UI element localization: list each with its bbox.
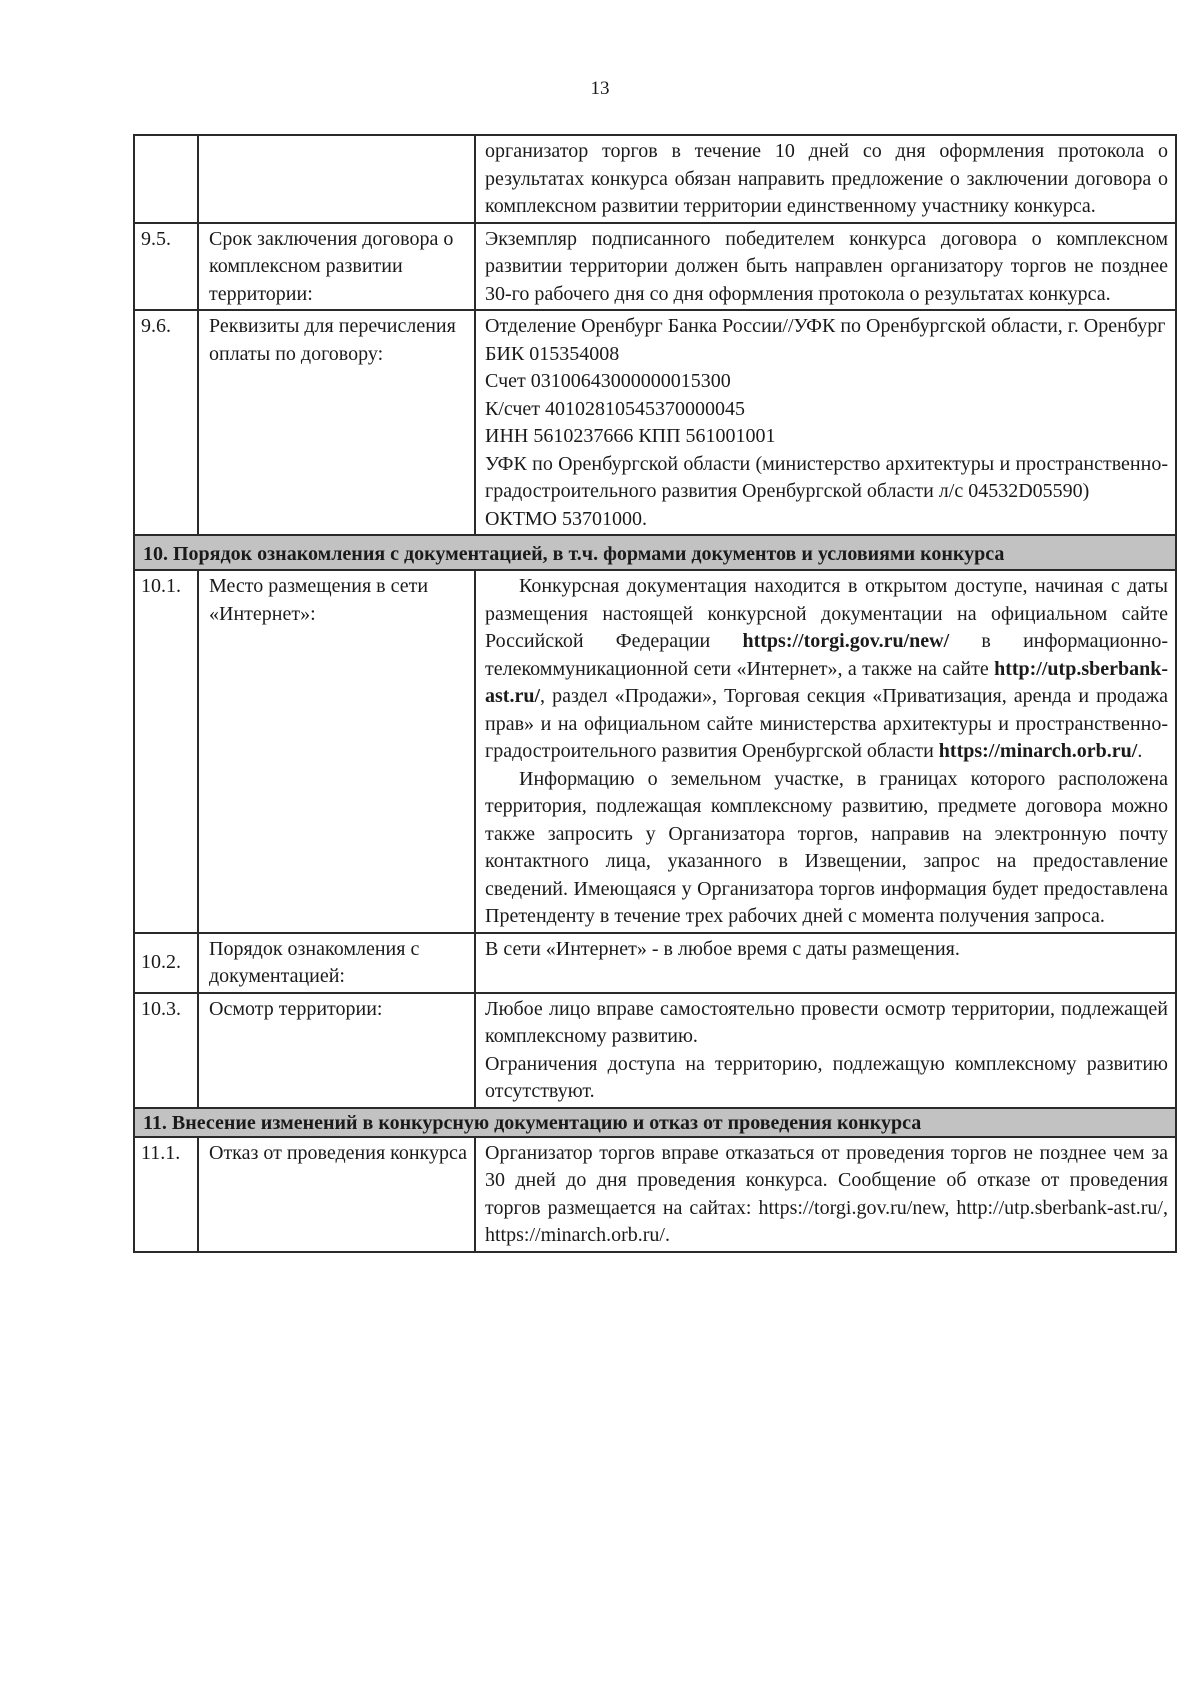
table-row-9-4-continued xyxy=(134,135,1176,223)
paragraph: Информацию о земельном участке, в границах которого расположена территория, подлежащая комплексному развитию, предмете договора можно также запросить у Организатора торгов, направив на электронную почту контактного лица, указанного в Извещении, запрос на предоставление сведений. Имеющаяся у Организатора торгов информация будет предоставлена Претенденту в течение трех рабочих дней с момента получения запроса. xyxy=(485,767,1168,927)
row-label-cell xyxy=(198,135,475,223)
paragraph-end: . xyxy=(1137,740,1143,762)
page-number: 13 xyxy=(590,78,610,99)
row-text xyxy=(475,993,1176,1108)
row-number-cell xyxy=(134,135,198,223)
recipient: УФК по Оренбургской области (министерство архитектуры и пространственно-градостроительного развития Оренбургской области л/с 04532D05590) xyxy=(485,452,1168,502)
row-text: В сети «Интернет» - в любое время с даты размещения. xyxy=(475,933,1176,993)
document-table xyxy=(133,134,1177,1253)
table-row-11-1 xyxy=(134,1137,1176,1252)
minarch-link[interactable]: https://minarch.orb.ru/ xyxy=(938,740,1138,762)
row-number: 10.3. xyxy=(134,993,198,1108)
torgi-link[interactable]: https://torgi.gov.ru/new/ xyxy=(742,630,950,652)
section-10-header xyxy=(134,535,1176,570)
sberbank-link[interactable]: http://utp.sberbank-ast.ru/ xyxy=(485,657,1169,707)
inn-kpp: ИНН 5610237666 КПП 561001001 xyxy=(485,425,776,447)
row-text-cell: организатор торгов в течение 10 дней со дня оформления протокола о результатах конкурса обязан направить предложение о заключении договора о комплексном развитии территории единственному участнику конкурса. xyxy=(475,135,1176,223)
section-title: 10. Порядок ознакомления с документацией, в т.ч. формами документов и условиями конкурса xyxy=(134,535,1176,570)
row-label: Реквизиты для перечисления оплаты по договору: xyxy=(198,310,475,535)
row-number: 10.1. xyxy=(134,570,198,933)
paragraph-text: Конкурсная документация находится в открытом доступе, начиная с даты размещения настоящей конкурсной документации на официальном сайте Российской Федерации xyxy=(485,575,1168,652)
row-label: Срок заключения договора о комплексном развитии территории: xyxy=(198,223,475,311)
paragraph: Любое лицо вправе самостоятельно провести осмотр территории, подлежащей комплексному развитию. xyxy=(485,997,1168,1047)
row-text: Организатор торгов вправе отказаться от проведения торгов не позднее чем за 30 дней до дня проведения конкурса. Сообщение об отказе от проведения торгов размещается на сайтах: https://torgi.gov.ru/new, http://utp.sberbank-ast.ru/, https://minarch.orb.ru/. xyxy=(475,1137,1176,1252)
section-title: 11. Внесение изменений в конкурсную документацию и отказ от проведения конкурса xyxy=(134,1108,1176,1137)
row-number: 9.5. xyxy=(134,223,198,311)
bik: БИК 015354008 xyxy=(485,342,620,365)
account: Счет 03100643000000015300 xyxy=(485,370,731,392)
paragraph-text: , раздел «Продажи», Торговая секция «Приватизация, аренда и продажа прав» и на официальном сайте министерства архитектуры и пространственно-градостроительного развития Оренбургской области xyxy=(485,685,1168,762)
row-label: Порядок ознакомления с документацией: xyxy=(198,933,475,993)
table-row-9-5 xyxy=(134,223,1176,311)
row-number: 10.2. xyxy=(134,933,198,993)
row-text xyxy=(475,570,1176,933)
row-text: Экземпляр подписанного победителем конкурса договора о комплексном развитии территории должен быть направлен организатору торгов не позднее 30-го рабочего дня со дня оформления протокола о результатах конкурса. xyxy=(475,223,1176,311)
table-row-10-3 xyxy=(134,993,1176,1108)
paragraph: Ограничения доступа на территорию, подлежащую комплексному развитию отсутствуют. xyxy=(485,1052,1168,1102)
table-row-10-1 xyxy=(134,570,1176,933)
oktmo: ОКТМО 53701000. xyxy=(485,507,647,530)
row-number: 9.6. xyxy=(134,310,198,535)
section-11-header xyxy=(134,1108,1176,1137)
bank-details xyxy=(475,310,1176,535)
row-label: Отказ от проведения конкурса xyxy=(198,1137,475,1252)
row-number: 11.1. xyxy=(134,1137,198,1252)
table-row-9-6 xyxy=(134,310,1176,535)
bank-name: Отделение Оренбург Банка России//УФК по Оренбургской области, г. Оренбург xyxy=(485,315,1166,337)
paragraph xyxy=(485,573,1168,766)
corr-account: К/счет 40102810545370000045 xyxy=(485,397,746,420)
row-label: Место размещения в сети «Интернет»: xyxy=(198,570,475,933)
table-row-10-2 xyxy=(134,933,1176,993)
paragraph-text: в информационно-телекоммуникационной сети «Интернет», а также на сайте xyxy=(485,630,1168,680)
row-label: Осмотр территории: xyxy=(198,993,475,1108)
